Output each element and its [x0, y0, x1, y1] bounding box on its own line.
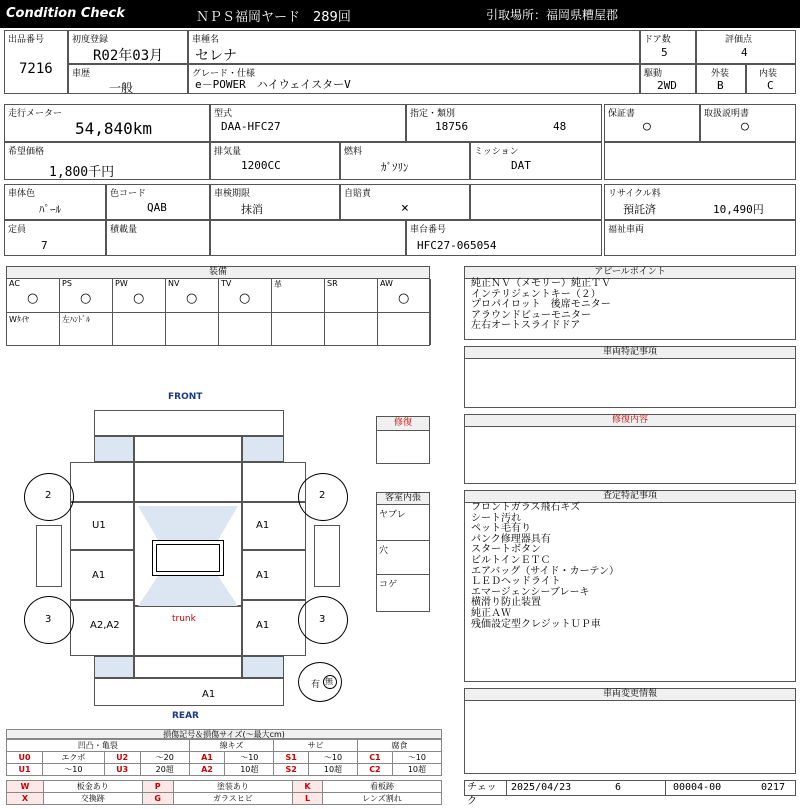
recycle-fee: 10,490円 — [713, 203, 764, 216]
capacity: 7 — [41, 239, 48, 252]
equipment-ac — [7, 279, 60, 313]
color-cell: 車体色 ﾊﾟｰﾙ — [4, 184, 106, 220]
blank-cell-2 — [470, 184, 602, 220]
history-cell: 車歴 一般 — [68, 64, 188, 94]
tire-front-right-value: 2 — [319, 490, 326, 501]
legend-code: W — [7, 781, 44, 793]
category: 48 — [553, 120, 567, 133]
change-info-box — [464, 688, 796, 774]
equipment-extra: 左ﾊﾝﾄﾞﾙ — [60, 313, 113, 345]
equipment-extra: Wﾀｲﾔ — [7, 313, 60, 345]
legend-desc: ガラスヒビ — [173, 793, 293, 805]
doors: 5 — [661, 46, 668, 59]
legend-title: 損傷記号＆損傷サイズ(〜最大cm) — [6, 729, 442, 739]
interior-row-tear: ヤブレ — [377, 505, 429, 541]
legend-code: A2 — [189, 764, 225, 776]
history: 一般 — [109, 81, 134, 95]
damage-left-quarter: A2,A2 — [90, 620, 120, 631]
check-date: 2025/04/23 — [511, 782, 572, 793]
header-location: 引取場所：福岡県糟屋郡 — [486, 8, 619, 22]
equipment-extra — [219, 313, 272, 345]
fuel: ｶﾞｿﾘﾝ — [381, 161, 409, 174]
insurance: × — [401, 201, 409, 216]
legend-group: サビ — [274, 740, 358, 752]
drive: 2WD — [657, 79, 677, 92]
grade-cell: グレード・仕様 e－POWER ハイウェイスターV — [188, 64, 640, 94]
recycle-status: 預託済 — [623, 203, 656, 216]
equipment-extra — [166, 313, 219, 345]
rear-left-corner — [94, 656, 134, 678]
legend-desc: 〜10 — [392, 752, 441, 764]
designation-cell: 指定・類別 18756 48 — [406, 104, 602, 142]
legend-code: X — [7, 793, 44, 805]
ext-cell: 外装 B — [696, 64, 746, 94]
front-left-corner — [94, 436, 134, 462]
legend-code: S1 — [274, 752, 309, 764]
fuel-cell: 燃料 ｶﾞｿﾘﾝ — [340, 142, 470, 180]
body-color: ﾊﾟｰﾙ — [39, 203, 61, 216]
damage-left-front-door: U1 — [92, 520, 106, 531]
equipment-pw — [113, 279, 166, 313]
price-cell: 希望価格 1,800千円 — [4, 142, 210, 180]
right-mirror — [314, 525, 340, 587]
legend-desc: 〜10 — [308, 752, 357, 764]
equipment-ps — [60, 279, 113, 313]
score: 4 — [741, 46, 748, 59]
check-num: 6 — [615, 782, 622, 793]
lot-number: 7216 — [19, 61, 53, 77]
damage-right-rear-door: A1 — [256, 570, 270, 581]
rear-label: REAR — [172, 711, 199, 721]
legend-code: P — [142, 781, 173, 793]
appeal-list: 純正ＮＶ（メモリー）純正ＴＶ インテリジェントキー（２） プロパイロット 後席モニター アラウンドビューモニター 左右オートスライドドア — [471, 278, 611, 332]
legend-code: U3 — [104, 764, 140, 776]
front-bumper — [94, 410, 284, 436]
legend-desc: レンズ割れ — [322, 793, 441, 805]
int-cell: 内装 C — [746, 64, 796, 94]
legend-code: U2 — [104, 752, 140, 764]
legend-code: S2 — [274, 764, 309, 776]
legend-code: U1 — [7, 764, 43, 776]
model: DAA-HFC27 — [221, 120, 281, 133]
legend-desc: 〜10 — [225, 752, 274, 764]
chassis-number: HFC27-065054 — [417, 239, 497, 252]
equipment-value: ○ — [186, 291, 198, 306]
equipment-value: ○ — [133, 291, 145, 306]
chassis-cell: 車台番号 HFC27-065054 — [406, 220, 602, 256]
legend-group: 凹凸・亀裂 — [7, 740, 190, 752]
inspection: 抹消 — [241, 203, 263, 216]
equipment-value: ○ — [398, 291, 410, 306]
reg-cell: 初度登録 R02年03月 — [68, 30, 188, 64]
repair-box — [376, 416, 430, 464]
repair-content-title: 修復内容 — [465, 415, 795, 427]
right-rear-door — [242, 550, 306, 600]
equipment-extra — [113, 313, 166, 345]
drive-cell: 駆動 2WD — [640, 64, 696, 94]
legend-desc: 〜20 — [140, 752, 189, 764]
equipment-sr — [325, 279, 378, 313]
legend-table — [6, 739, 442, 776]
right-front-door — [242, 502, 306, 550]
manual-cell: 取扱説明書 ○ — [700, 104, 796, 142]
front-label: FRONT — [168, 392, 203, 402]
interior-title: 客室内張 — [377, 493, 429, 505]
interior-row-hole: 穴 — [377, 541, 429, 575]
equipment-革 — [272, 279, 325, 313]
tire-rear-right-value: 3 — [319, 614, 326, 625]
legend-code: C2 — [358, 764, 393, 776]
legend-desc: 塗装あり — [173, 781, 293, 793]
check-code: 00004-00 — [673, 782, 722, 793]
legend-desc: エクボ — [43, 752, 104, 764]
equipment-label: PS — [62, 279, 72, 288]
rear-right-corner — [242, 656, 284, 678]
price: 1,800千円 — [49, 165, 115, 180]
first-registration: R02年03月 — [93, 48, 164, 64]
left-mirror — [36, 525, 62, 587]
equipment-label: 革 — [274, 280, 282, 289]
legend-extra-table — [6, 780, 442, 805]
blank-cell — [604, 142, 796, 180]
tire-rear-left-value: 3 — [45, 614, 52, 625]
legend-code: G — [142, 793, 173, 805]
equipment-label: AC — [9, 279, 20, 288]
legend-desc: 20超 — [140, 764, 189, 776]
equipment-label: SR — [327, 279, 338, 288]
front-right-corner — [242, 436, 284, 462]
equipment-tv — [219, 279, 272, 313]
appeal-box — [464, 266, 796, 340]
repair-content-box — [464, 414, 796, 484]
ext-grade: B — [717, 79, 724, 92]
special-box — [464, 346, 796, 408]
legend-code: U0 — [7, 752, 43, 764]
equipment-title: 装備 — [7, 267, 429, 279]
warranty-cell: 保証書 ○ — [604, 104, 700, 142]
welfare-cell: 福祉車両 — [604, 220, 796, 256]
blank-cell-3 — [210, 220, 406, 256]
equipment-box — [6, 266, 430, 346]
equipment-extra — [378, 313, 431, 345]
mission: DAT — [511, 159, 531, 172]
legend — [6, 729, 442, 805]
left-fender — [70, 462, 134, 502]
insurance-cell: 自賠責 × — [340, 184, 470, 220]
header-auction: ＮＰＳ福岡ヤード 289回 — [196, 10, 351, 25]
rear-bumper — [94, 678, 284, 706]
legend-code: C1 — [358, 752, 393, 764]
right-fender — [242, 462, 306, 502]
trunk-label: trunk — [172, 614, 196, 624]
equipment-extra — [272, 313, 325, 345]
hood — [134, 462, 242, 502]
equipment-label: NV — [168, 279, 180, 288]
car-name-cell: 車種名 セレナ — [188, 30, 640, 64]
damage-rear-bumper: A1 — [202, 689, 216, 700]
capacity-cell: 定員 7 — [4, 220, 106, 256]
equipment-nv — [166, 279, 219, 313]
legend-group: 腐食 — [358, 740, 442, 752]
damage-left-rear-door: A1 — [92, 570, 106, 581]
color-code: QAB — [147, 201, 167, 214]
legend-desc: 交換跡 — [43, 793, 142, 805]
hood-front — [134, 436, 242, 462]
int-grade: C — [767, 79, 774, 92]
lot-cell: 出品番号 7216 — [4, 30, 68, 94]
footer-bar — [464, 780, 796, 807]
spare-tire-has: 有 — [311, 680, 321, 690]
designation: 18756 — [435, 120, 469, 133]
legend-desc: 板金あり — [43, 781, 142, 793]
check-label: チェック — [465, 781, 507, 795]
legend-desc: 10超 — [392, 764, 441, 776]
inspection-notes-box — [464, 490, 796, 682]
interior-box — [376, 492, 430, 612]
inspection-notes-title: 査定特記事項 — [465, 491, 795, 503]
recycle-cell: リサイクル料 預託済 10,490円 — [604, 184, 796, 220]
model-cell: 型式 DAA-HFC27 — [210, 104, 406, 142]
car-name: セレナ — [195, 48, 237, 64]
equipment-extra — [325, 313, 378, 345]
right-quarter — [242, 600, 306, 656]
header-bar — [0, 0, 800, 28]
mileage-cell: 走行メーター 54,840km — [4, 104, 210, 142]
legend-code: K — [293, 781, 323, 793]
equipment-label: TV — [221, 279, 232, 288]
displacement-cell: 排気量 1200CC — [210, 142, 340, 180]
spare-tire-none: 無 — [325, 677, 333, 686]
interior-row-burn: コゲ — [379, 580, 398, 590]
equipment-value: ○ — [239, 291, 251, 306]
manual: ○ — [741, 119, 749, 134]
equipment-aw — [378, 279, 431, 313]
back-door — [134, 656, 242, 678]
doors-cell: ドア数 5 — [640, 30, 696, 64]
warranty: ○ — [643, 119, 651, 134]
grade: e－POWER ハイウェイスターV — [195, 78, 351, 91]
equipment-value: ○ — [80, 291, 92, 306]
inspection-cell: 車検期限 抹消 — [210, 184, 340, 220]
repair-box-title: 修復 — [377, 417, 429, 431]
legend-desc: 10超 — [308, 764, 357, 776]
equipment-label: AW — [380, 279, 393, 288]
appeal-title: アピールポイント — [465, 267, 795, 279]
inspection-notes-list: フロントガラス飛石キズ シート汚れ ペット毛有り パンク修理器具有 スタートボタン ビルトインＥＴＣ エアバッグ（サイド・カーテン） ＬＥＤヘッドライト エマージェンシーブレーキ 横滑り防止装置 純正ＡＷ 残価設定型クレジットＵＰ車 — [471, 502, 619, 630]
legend-desc: 10超 — [225, 764, 274, 776]
mileage: 54,840km — [75, 119, 153, 138]
equipment-value: ○ — [27, 291, 39, 306]
mission-cell: ミッション DAT — [470, 142, 602, 180]
special-title: 車両特記事項 — [465, 347, 795, 359]
header-title: Condition Check — [6, 6, 125, 21]
damage-right-quarter: A1 — [256, 620, 270, 631]
legend-group: 線キズ — [189, 740, 274, 752]
tire-front-left-value: 2 — [45, 490, 52, 501]
color-code-cell: 色コード QAB — [106, 184, 210, 220]
legend-code: A1 — [189, 752, 225, 764]
change-info-title: 車両変更情報 — [465, 689, 795, 701]
equipment-label: PW — [115, 279, 128, 288]
legend-desc: 看板跡 — [322, 781, 441, 793]
displacement: 1200CC — [241, 159, 281, 172]
load-cell: 積載量 — [106, 220, 210, 256]
score-cell: 評価点 4 — [696, 30, 796, 64]
legend-desc: 〜10 — [43, 764, 104, 776]
check-code2: 0217 — [761, 782, 786, 793]
legend-code: L — [293, 793, 323, 805]
damage-right-front-door: A1 — [256, 520, 270, 531]
